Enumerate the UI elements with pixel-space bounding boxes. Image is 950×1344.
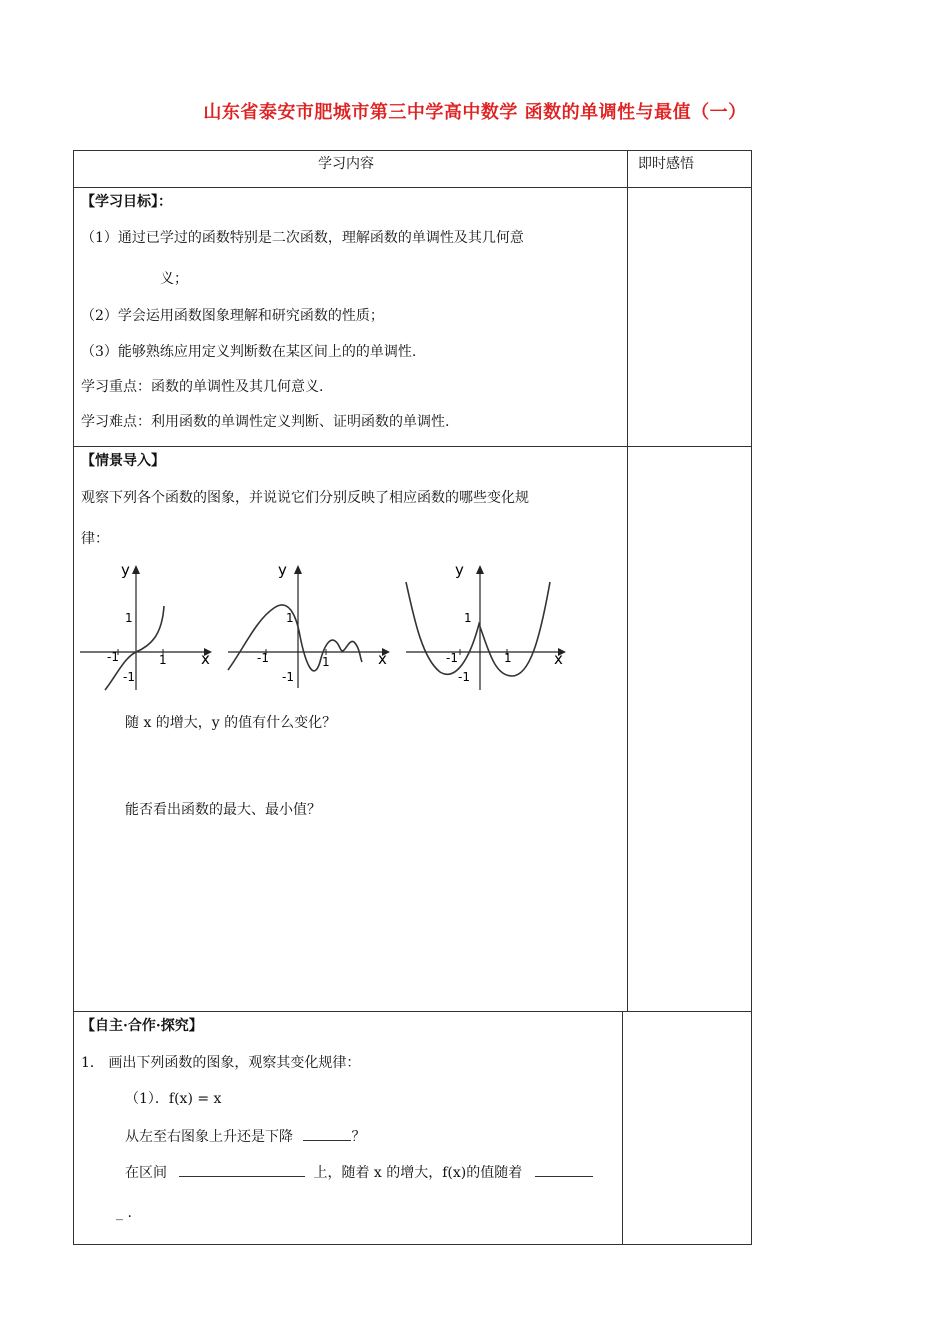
intro-heading: 【情景导入】: [81, 453, 165, 469]
x-axis-label: x: [554, 650, 563, 668]
x-axis-label: x: [201, 650, 210, 668]
intro-text: 观察下列各个函数的图象，并说说它们分别反映了相应函数的哪些变化规: [81, 490, 529, 506]
function-graph-2: [226, 558, 394, 696]
y-axis-label: y: [278, 561, 287, 579]
tick-label: 1: [322, 655, 330, 669]
function-graph-1: [78, 558, 218, 696]
y-axis-label: y: [455, 561, 464, 579]
objective-item: （2）学会运用函数图象理解和研究函数的性质；: [81, 308, 384, 324]
trend-question-mark: ？: [351, 1129, 366, 1145]
column-divider: [627, 150, 628, 1011]
objective-item-continued: 义；: [160, 271, 188, 287]
row-divider: [73, 187, 752, 188]
intro-question: 能否看出函数的最大、最小值？: [125, 802, 321, 818]
trend-question: [125, 1126, 365, 1146]
interval-question: [125, 1162, 593, 1182]
function-graph-3: [400, 558, 575, 696]
tick-label: -1: [446, 651, 458, 665]
y-axis-label: y: [121, 561, 130, 579]
tick-label: -1: [257, 651, 269, 665]
tick-label: -1: [107, 650, 119, 664]
column-header-notes: 即时感悟: [638, 156, 694, 172]
difficult-point: 学习难点：利用函数的单调性定义判断、证明函数的单调性.: [81, 414, 450, 430]
page-title: 山东省泰安市肥城市第三中学高中数学 函数的单调性与最值（一）: [203, 102, 747, 123]
trend-question-text: 从左至右图象上升还是下降: [125, 1129, 293, 1145]
tick-label: 1: [125, 611, 133, 625]
key-point: 学习重点：函数的单调性及其几何意义.: [81, 379, 324, 395]
tick-label: -1: [123, 670, 135, 684]
tick-label: 1: [464, 611, 472, 625]
interval-answer-blank[interactable]: [179, 1162, 305, 1177]
intro-question: 随 x 的增大，y 的值有什么变化？: [125, 715, 337, 731]
column-divider-lower: [622, 1011, 623, 1245]
change-answer-blank[interactable]: [535, 1162, 593, 1177]
row-divider: [73, 1011, 752, 1012]
tick-label: 1: [286, 611, 294, 625]
tick-label: 1: [159, 653, 167, 667]
interval-question-prefix: 在区间: [125, 1165, 167, 1181]
explore-heading: 【自主·合作·探究】: [81, 1018, 203, 1034]
objectives-heading: 【学习目标】：: [81, 194, 172, 210]
trend-answer-blank[interactable]: [303, 1126, 351, 1141]
intro-text-continued: 律：: [81, 531, 109, 547]
tick-label: -1: [282, 670, 294, 684]
objective-item: （1）通过已学过的函数特别是二次函数，理解函数的单调性及其几何意: [81, 230, 524, 246]
row-divider: [73, 446, 752, 447]
x-axis-label: x: [378, 650, 387, 668]
explore-subtask: （1）．f(x) = x: [125, 1091, 222, 1107]
objective-item: （3）能够熟练应用定义判断数在某区间上的的单调性.: [81, 344, 417, 360]
tick-label: -1: [458, 670, 470, 684]
column-header-content: 学习内容: [318, 156, 374, 172]
interval-question-end: _ .: [116, 1205, 132, 1221]
interval-question-middle: 上，随着 x 的增大，f(x)的值随着: [313, 1165, 523, 1181]
tick-label: 1: [504, 651, 512, 665]
explore-task: 1． 画出下列函数的图象，观察其变化规律：: [81, 1055, 361, 1071]
